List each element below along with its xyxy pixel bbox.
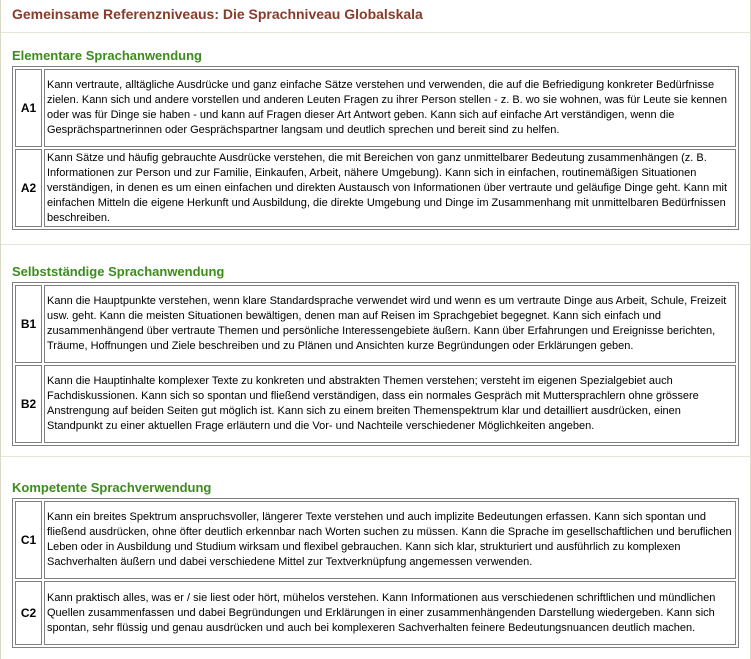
level-description-b1: Kann die Hauptpunkte verstehen, wenn klare Standardsprache verwendet wird und wenn es um vertraute Dinge aus Arbeit, Schule, Freizeit usw. geht. Kann die meisten Situationen bewältigen, denen man auf Reisen im Sprachgebiet begegnet. Kann sich einfach und zusammenhängend über vertraute Themen und persönliche Interessengebiete äußern. Kann über Erfahrungen und Ereignisse berichten, Träume, Hoffnungen und Ziele beschreiben und zu Plänen und Ansichten kurze Begründungen oder Erklärungen geben. [44,285,736,363]
level-table-proficient [12,498,739,648]
divider [1,32,751,33]
level-code-c1: C1 [15,501,42,579]
divider [1,456,751,457]
level-code-b2: B2 [15,365,42,443]
level-row-c1 [15,501,736,579]
level-description-c1: Kann ein breites Spektrum anspruchsvoller, längerer Texte verstehen und auch implizite Bedeutungen erfassen. Kann sich spontan und fließend ausdrücken, ohne öfter deutlich erkennbar nach Worten suchen zu müssen. Kann die Sprache im gesellschaftlichen und beruflichen Leben oder in Ausbildung und Studium wirksam und flexibel gebrauchen. Kann sich klar, strukturiert und ausführlich zu komplexen Sachverhalten äußern und dabei verschiedene Mittel zur Textverknüpfung angemessen verwenden. [44,501,736,579]
level-description-b2: Kann die Hauptinhalte komplexer Texte zu konkreten und abstrakten Themen verstehen; versteht im eigenen Spezialgebiet auch Fachdiskussionen. Kann sich so spontan und fließend verständigen, dass ein normales Gespräch mit Muttersprachlern ohne grössere Anstrengung auf beiden Seiten gut möglich ist. Kann sich zu einem breiten Themenspektrum klar und detailliert ausdrücken, einen Standpunkt zu einer aktuellen Frage erläutern und die Vor- und Nachteile verschiedener Möglichkeiten angeben. [44,365,736,443]
level-code-a1: A1 [15,69,42,147]
page-title: Gemeinsame Referenzniveaus: Die Sprachniveau Globalskala [12,6,423,22]
level-row-b2 [15,365,736,443]
level-row-a1 [15,69,736,147]
level-description-a2: Kann Sätze und häufig gebrauchte Ausdrücke verstehen, die mit Bereichen von ganz unmittelbarer Bedeutung zusammenhängen (z. B. Informationen zur Person und zur Familie, Einkaufen, Arbeit, nähere Umgebung). Kann sich in einfachen, routinemäßigen Situationen verständigen, in denen es um einen einfachen und direkten Austausch von Informationen über vertraute und geläufige Dinge geht. Kann mit einfachen Mitteln die eigene Herkunft und Ausbildung, die direkte Umgebung und Dinge im Zusammenhang mit unmittelbaren Bedürfnissen beschreiben. [44,149,736,227]
level-row-a2 [15,149,736,227]
level-description-c2: Kann praktisch alles, was er / sie liest oder hört, mühelos verstehen. Kann Informationen aus verschiedenen schriftlichen und mündlichen Quellen zusammenfassen und dabei Begründungen und Erklärungen in einer zusammenhängenden Darstellung wiedergeben. Kann sich spontan, sehr flüssig und genau ausdrücken und auch bei komplexeren Sachverhalten feinere Bedeutungsnuancen deutlich machen. [44,581,736,645]
level-table-elementary [12,66,739,230]
level-code-b1: B1 [15,285,42,363]
level-row-c2 [15,581,736,645]
section-heading-independent: Selbstständige Sprachanwendung [12,264,225,279]
level-code-c2: C2 [15,581,42,645]
level-description-a1: Kann vertraute, alltägliche Ausdrücke und ganz einfache Sätze verstehen und verwenden, die auf die Befriedigung konkreter Bedürfnisse zielen. Kann sich und andere vorstellen und anderen Leuten Fragen zu ihrer Person stellen - z. B. wo sie wohnen, was für Leute sie kennen oder was für Dinge sie haben - und kann auf Fragen dieser Art Antwort geben. Kann sich auf einfache Art verständigen, wenn die Gesprächspartnerinnen oder Gesprächspartner langsam und deutlich sprechen und bereit sind zu helfen. [44,69,736,147]
divider [1,244,751,245]
level-code-a2: A2 [15,149,42,227]
level-row-b1 [15,285,736,363]
section-heading-elementary: Elementare Sprachanwendung [12,48,202,63]
level-table-independent [12,282,739,446]
section-heading-proficient: Kompetente Sprachverwendung [12,480,212,495]
